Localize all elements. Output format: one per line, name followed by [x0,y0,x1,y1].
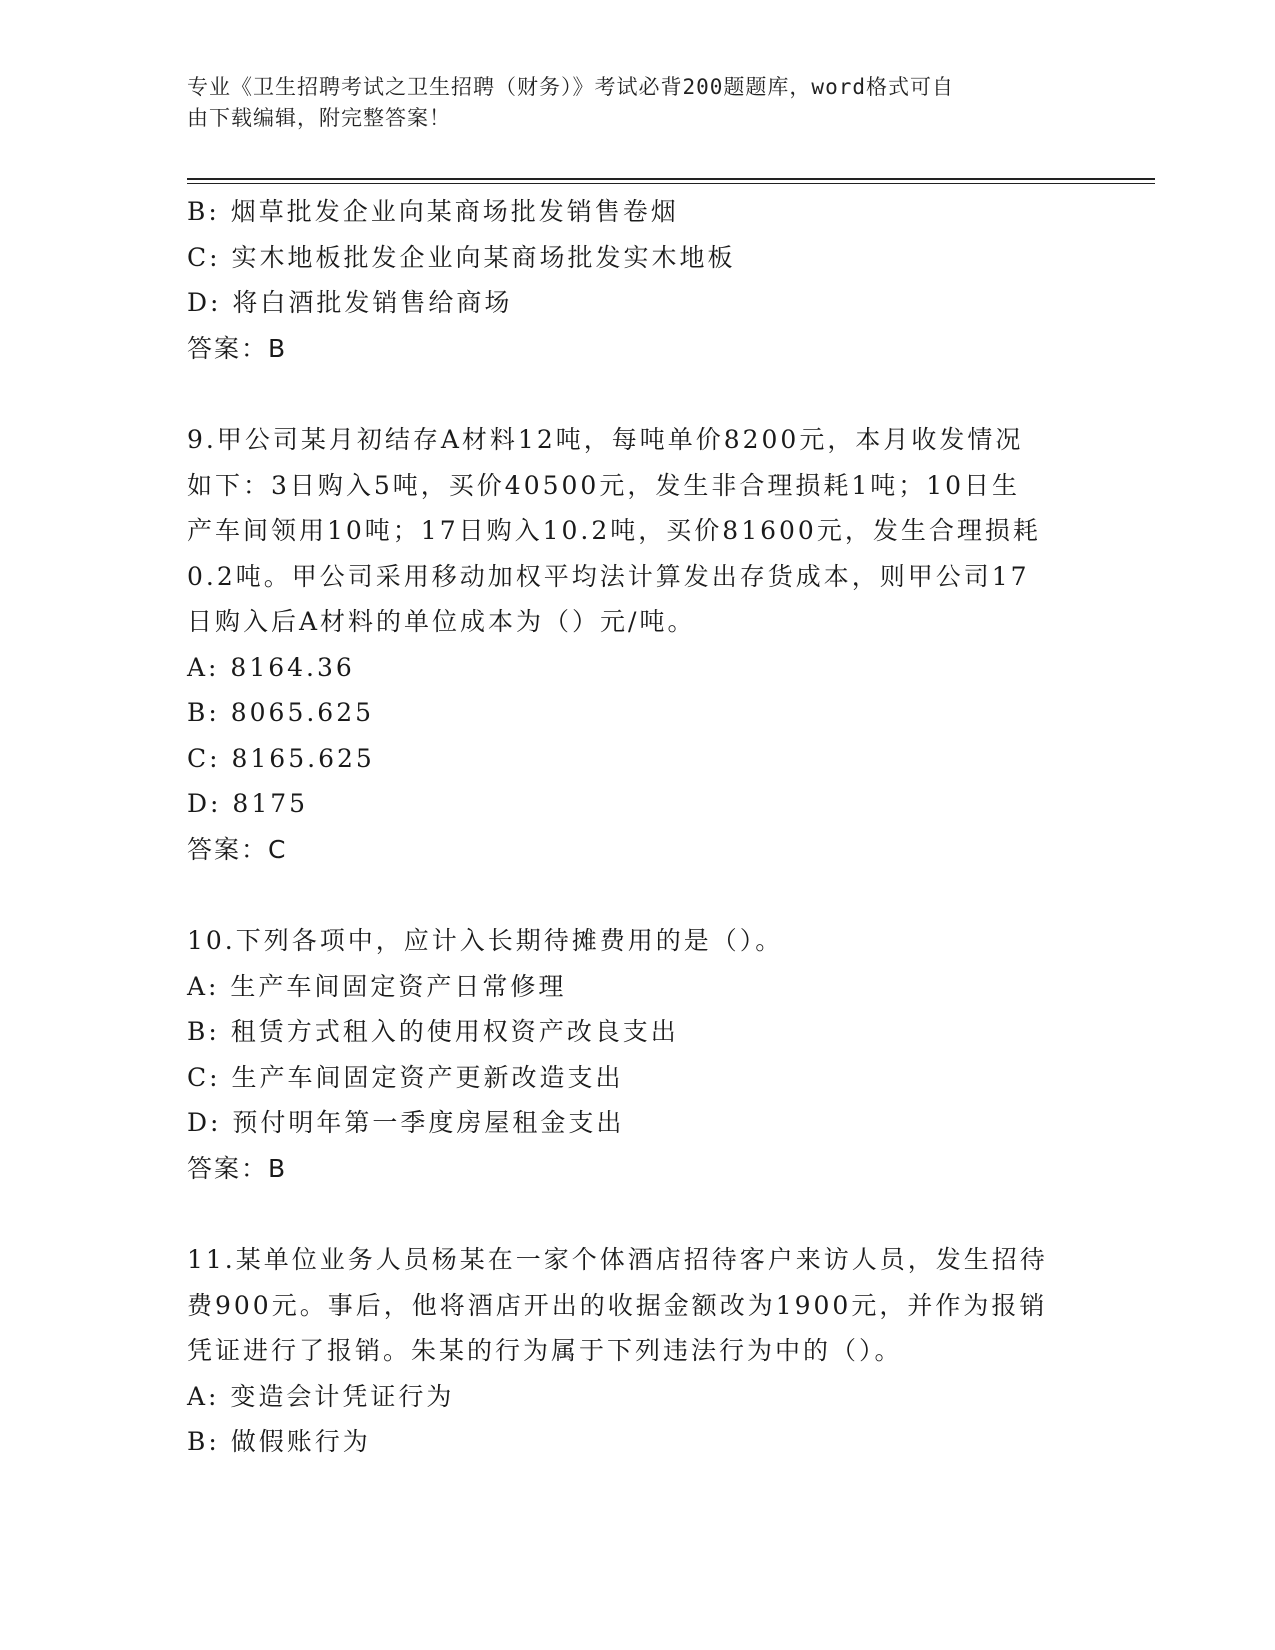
document-header [187,72,1067,134]
question-stem-line: 凭证进行了报销。朱某的行为属于下列违法行为中的（）。 [187,1336,903,1365]
question-9 [187,417,1087,872]
question-stem-line: 费900元。事后，他将酒店开出的收据金额改为1900元，并作为报销 [187,1290,1048,1320]
question-stem-line: 10.下列各项中，应计入长期待摊费用的是（）。 [187,926,784,955]
spacer [187,872,1087,918]
spacer [187,1191,1087,1237]
question-8-partial [187,189,1087,371]
document-body [187,189,1087,1465]
question-stem-line: 如下：3日购入5吨，买价40500元，发生非合理损耗1吨；10日生 [187,470,1021,500]
header-line-1: 专业《卫生招聘考试之卫生招聘（财务）》考试必背200题题库，word格式可自 [187,75,954,99]
option-d: D: 将白酒批发销售给商场 [187,288,513,317]
question-stem-line: 0.2吨。甲公司采用移动加权平均法计算发出存货成本，则甲公司17 [187,561,1030,591]
spacer [187,371,1087,417]
question-stem-line: 11.某单位业务人员杨某在一家个体酒店招待客户来访人员，发生招待 [187,1245,1048,1274]
answer: 答案：B [187,333,288,363]
option-c: C: 实木地板批发企业向某商场批发实木地板 [187,242,736,272]
question-10 [187,918,1087,1191]
option-d: D: 预付明年第一季度房屋租金支出 [187,1108,625,1137]
option-b: B: 租赁方式租入的使用权资产改良支出 [187,1017,679,1046]
option-c: C: 8165.625 [187,743,375,773]
option-a: A: 8164.36 [187,652,355,682]
option-b: B: 做假账行为 [187,1427,371,1456]
answer: 答案：B [187,1153,288,1183]
answer: 答案：C [187,834,288,864]
header-line-2: 由下载编辑，附完整答案！ [187,106,451,130]
option-d: D: 8175 [187,789,309,818]
option-b: B: 8065.625 [187,698,375,727]
option-b: B: 烟草批发企业向某商场批发销售卷烟 [187,197,679,226]
option-a: A: 变造会计凭证行为 [187,1381,455,1411]
option-a: A: 生产车间固定资产日常修理 [187,971,567,1001]
question-stem-line: 产车间领用10吨；17日购入10.2吨，买价81600元，发生合理损耗 [187,516,1041,545]
question-stem-line: 日购入后A材料的单位成本为（）元/吨。 [187,607,696,636]
question-stem-line: 9.甲公司某月初结存A材料12吨，每吨单价8200元，本月收发情况 [187,425,1024,454]
option-c: C: 生产车间固定资产更新改造支出 [187,1062,624,1092]
header-rule-thick [187,178,1155,180]
question-11 [187,1237,1087,1465]
header-rule-thin [187,183,1155,184]
